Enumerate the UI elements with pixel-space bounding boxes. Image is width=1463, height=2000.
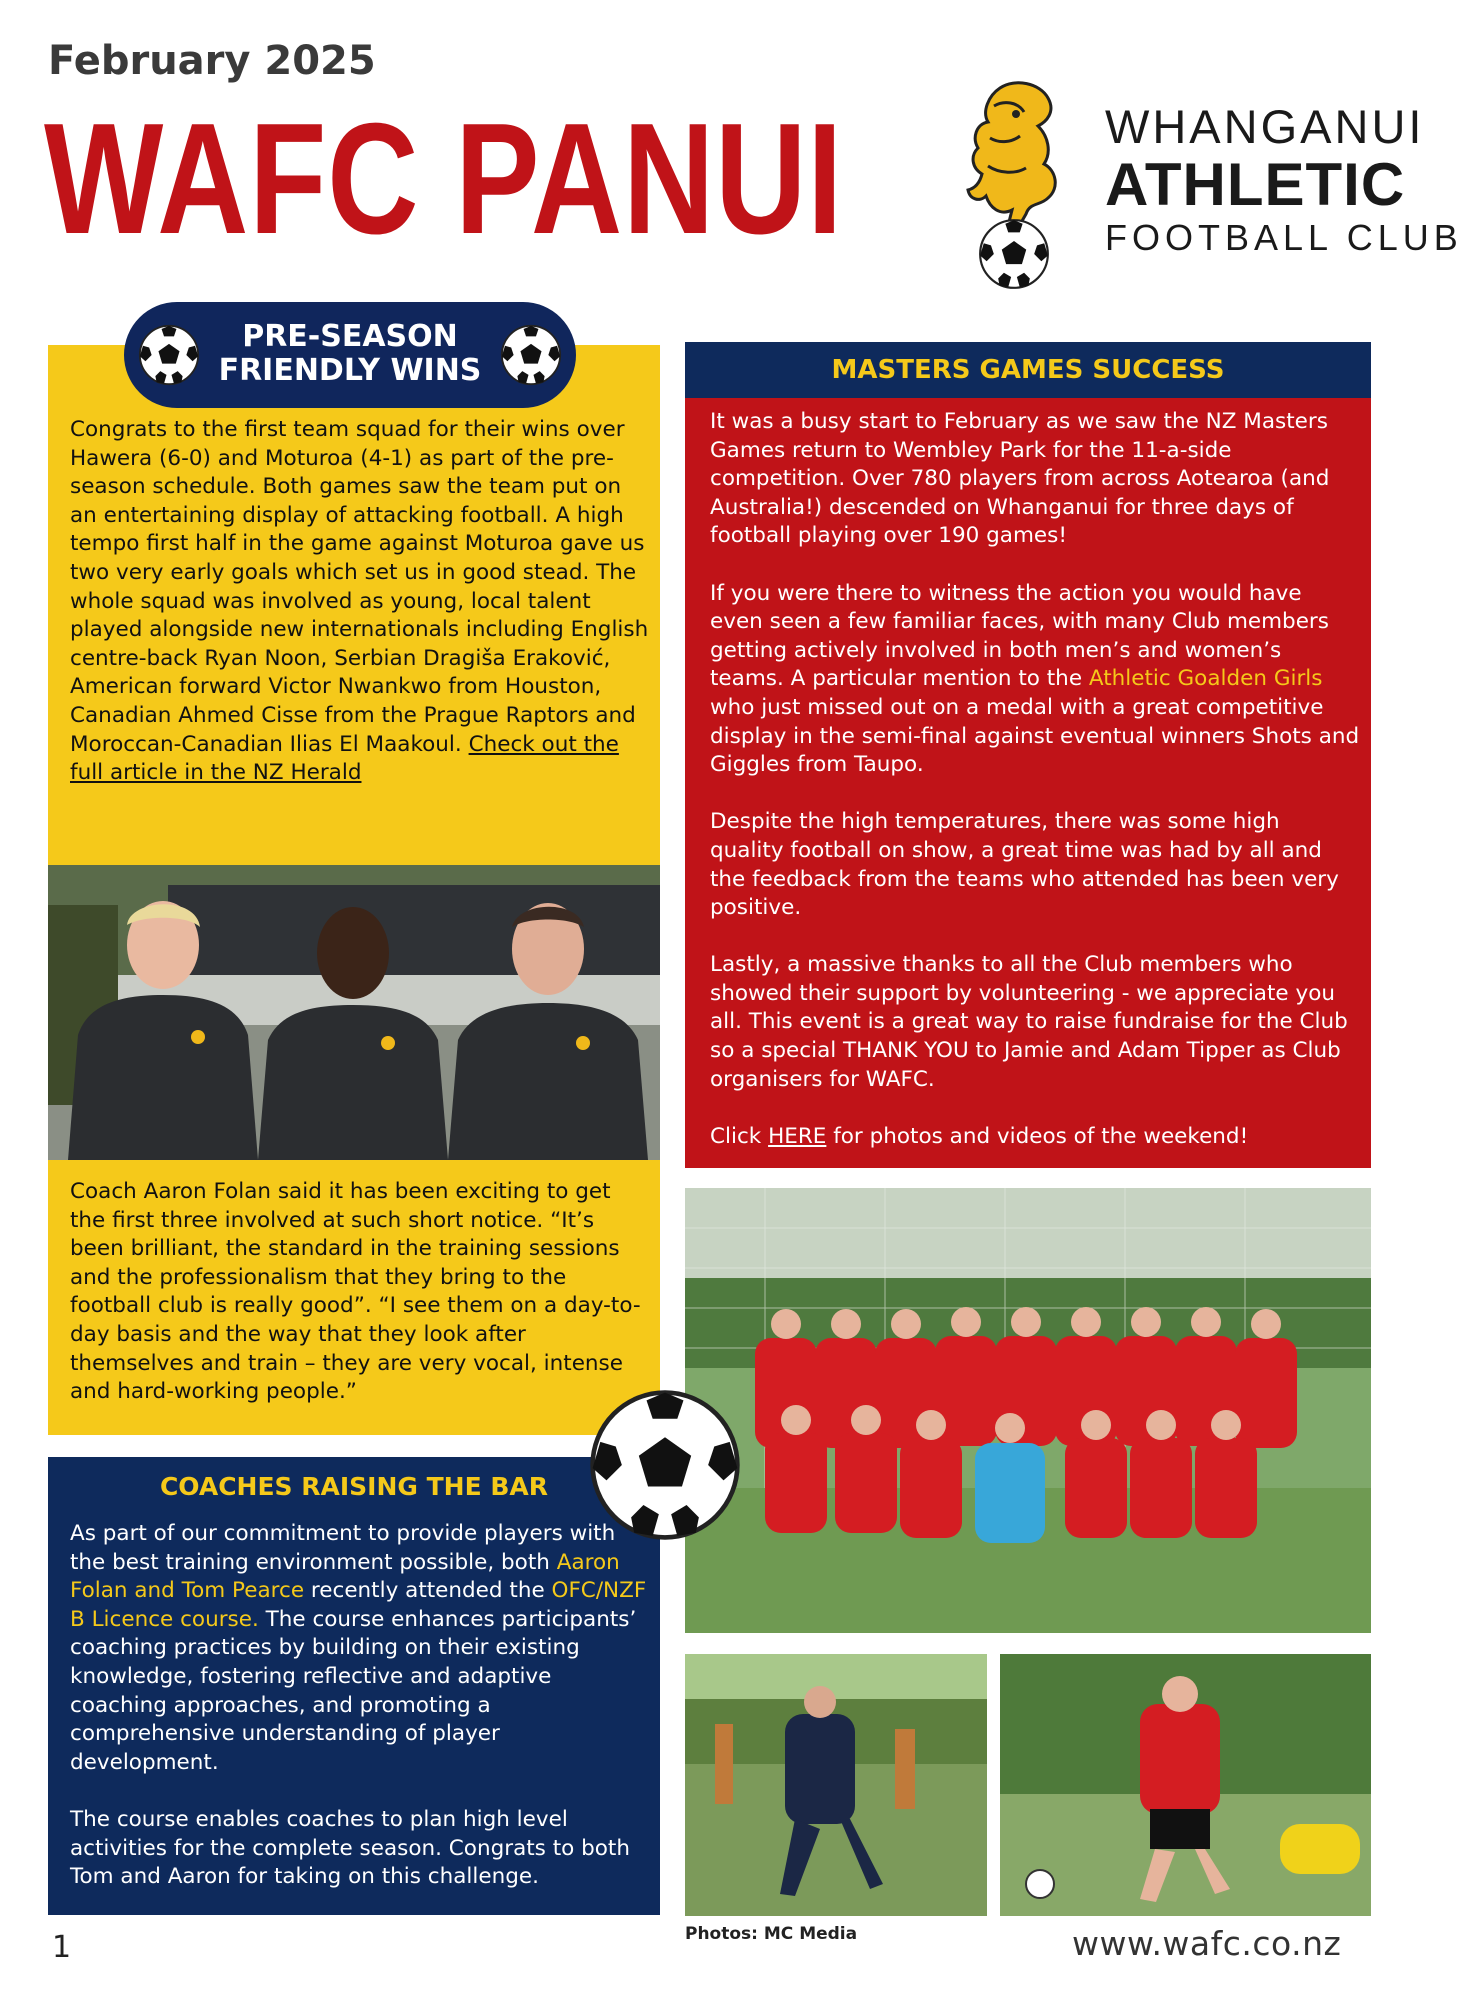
goalden-girls-highlight: Athletic Goalden Girls [1088, 666, 1323, 692]
preseason-heading-line2: FRIENDLY WINS [218, 353, 482, 388]
coaches-article [70, 1520, 650, 1892]
club-name-line1: WHANGANUI [1105, 100, 1425, 153]
coach-names-highlight: Aaron Folan and Tom Pearce [70, 1549, 620, 1604]
newsletter-title: WAFC PANUI [44, 91, 844, 267]
football-icon [500, 324, 562, 386]
match-action-photo-1 [685, 1654, 987, 1916]
football-icon [138, 324, 200, 386]
photo-credit: Photos: MC Media [685, 1924, 858, 1944]
photos-videos-link[interactable]: HERE [768, 1123, 827, 1149]
nz-herald-article-link[interactable]: Check out the full article in the NZ Herald [70, 731, 619, 786]
football-icon [588, 1388, 742, 1542]
preseason-heading-line1: PRE-SEASON [242, 319, 458, 354]
lion-crest-logo [960, 78, 1070, 288]
issue-date: February 2025 [48, 38, 376, 84]
masters-paragraph-4: Lastly, a massive thanks to all the Club members who showed their support by volunteering - we appreciate you all. This event is a great way to raise fundraise for the Club so a special THANK YOU to Jamie and Adam Tipper as Club organisers for WAFC. [710, 952, 1348, 1092]
new-players-photo [48, 865, 660, 1160]
licence-course-highlight: OFC/NZF B Licence course. [70, 1578, 647, 1632]
club-name-line3: FOOTBALL CLUB [1105, 217, 1463, 258]
club-name-line2: ATHLETIC [1105, 151, 1406, 218]
masters-paragraph-1: It was a busy start to February as we saw the NZ Masters Games return to Wembley Park for the 11-a-side competition. Over 780 players from across Aotearoa (and Australia!) descended on Whanganui for three days of football playing over 190 games! [710, 409, 1330, 549]
goalden-girls-team-photo [685, 1188, 1371, 1633]
coach-quote-paragraph: Coach Aaron Folan said it has been exciting to get the first three involved at such short notice. “It’s been brilliant, the standard in the training sessions and the professionalism that they bring to the football club is really good”. “I see them on a day-to-day basis and the way that they look after themselves and train – they are very vocal, intense and hard-working people.” [70, 1179, 641, 1405]
coaches-paragraph-2: The course enables coaches to plan high level activities for the complete season. Congrats to both Tom and Aaron for taking on this challenge. [70, 1806, 630, 1890]
club-name-logotype [1105, 100, 1463, 260]
masters-paragraph-5: Click HERE for photos and videos of the weekend! [710, 1123, 1249, 1149]
preseason-paragraph: Congrats to the first team squad for their wins over Hawera (6-0) and Moturoa (4-1) as part of the pre-season schedule. Both games saw the team put on an entertaining display of attacking football. A high tempo first half in the game against Moturoa gave us two very early goals which set us in good stead. The whole squad was involved as young, local talent played alongside new internationals including English centre-back Ryan Noon, Serbian Dragiša Eraković, American forward Victor Nwankwo from Houston, Canadian Ahmed Cisse from the Prague Raptors and Moroccan-Canadian Ilias El Maakoul. [70, 417, 649, 757]
website-url[interactable]: www.wafc.co.nz [1072, 1924, 1342, 1963]
coaches-paragraph-1: As part of our commitment to provide players with the best training environment possible, both Aaron Folan and Tom Pearce recently attended the OFC/NZF B Licence course. The course enhances participants’ coaching practices by building on their existing knowledge, fostering reflective and adaptive coaching approaches, and promoting a comprehensive understanding of player development. [70, 1521, 647, 1775]
match-action-photo-2 [1000, 1654, 1371, 1916]
masters-paragraph-2: If you were there to witness the action you would have even seen a few familiar faces, with many Club members getting actively involved in both men’s and women’s teams. A particular mention to the Athletic Goalden Girls who just missed out on a medal with a great competitive display in the semi-final against eventual winners Shots and Giggles from Taupo. [710, 580, 1360, 778]
preseason-article [70, 416, 650, 788]
masters-paragraph-3: Despite the high temperatures, there was some high quality football on show, a great time was had by all and the feedback from the teams who attended has been very positive. [710, 809, 1339, 921]
masters-article [710, 408, 1360, 1180]
coaches-heading: COACHES RAISING THE BAR [159, 1472, 549, 1501]
masters-heading: MASTERS GAMES SUCCESS [685, 342, 1371, 398]
preseason-heading [124, 302, 576, 408]
page-number: 1 [52, 1930, 72, 1965]
